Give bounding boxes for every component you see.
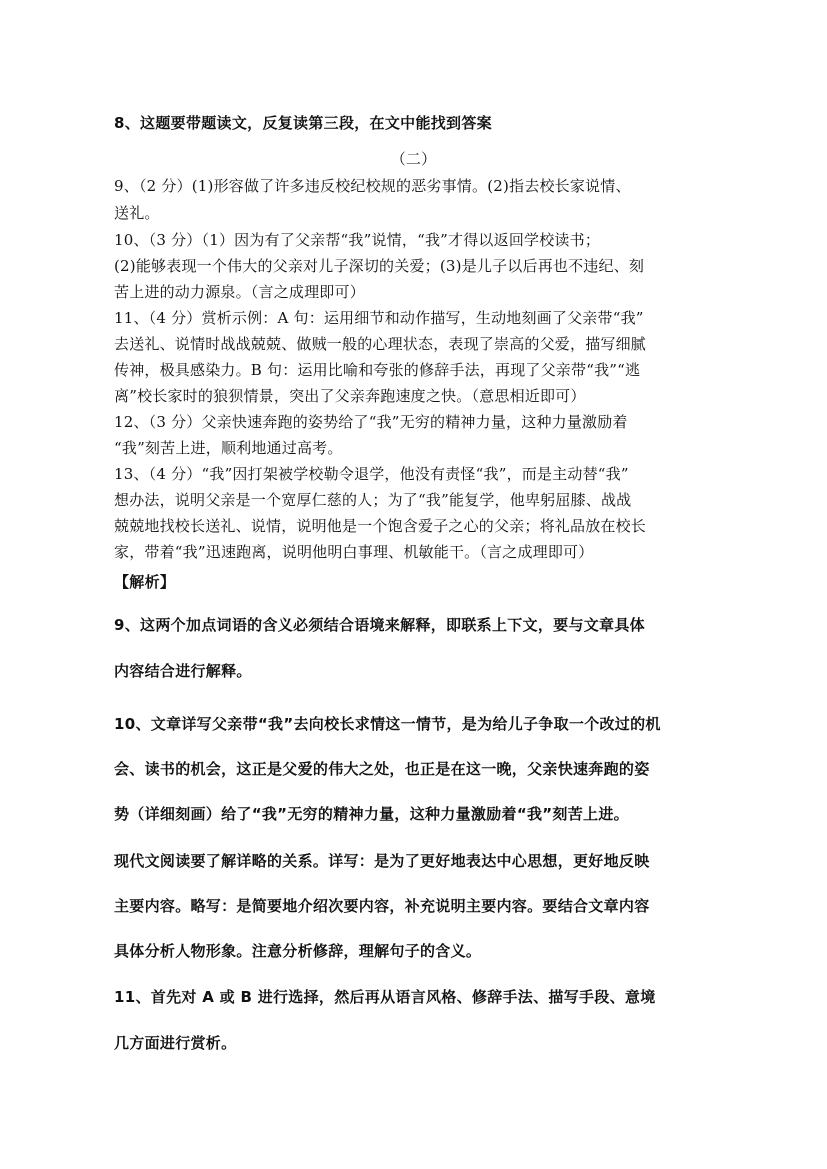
answer-line: 13、（4 分）“我”因打架被学校勒令退学，他没有责怪“我”，而是主动替“我” (114, 465, 629, 483)
section-title: （二） (390, 150, 437, 168)
answer-line: (2)能够表现一个伟大的父亲对儿子深切的关爱；(3)是儿子以后再也不违纪、刻 (114, 257, 645, 275)
answer-line: 苦上进的动力源泉。（言之成理即可） (114, 283, 365, 301)
analysis-heading: 【解析】 (114, 573, 176, 591)
answer-line: 送礼。 (114, 204, 160, 222)
analysis-line: 内容结合进行解释。 (114, 662, 252, 680)
answer-line: 11、（4 分）赏析示例：A 句：运用细节和动作描写，生动地刻画了父亲带“我” (114, 309, 644, 327)
analysis-line: 势（详细刻画）给了“我”无穷的精神力量，这种力量激励着“我”刻苦上进。 (114, 805, 629, 823)
answer-line: 想办法，说明父亲是一个宽厚仁慈的人；为了“我”能复学，他卑躬屈膝、战战 (114, 491, 632, 509)
answer-line: 9、（2 分）(1)形容做了许多违反校纪校规的恶劣事情。(2)指去校长家说情、 (114, 177, 631, 195)
analysis-line: 11、首先对 A 或 B 进行选择，然后再从语言风格、修辞手法、描写手段、意境 (114, 988, 656, 1006)
analysis-line: 现代文阅读要了解详略的关系。详写：是为了更好地表达中心思想，更好地反映 (114, 852, 650, 870)
answer-line: 家，带着“我”迅速跑离，说明他明白事理、机敏能干。（言之成理即可） (114, 543, 594, 561)
analysis-line: 9、这两个加点词语的含义必须结合语境来解释，即联系上下文，要与文章具体 (114, 616, 645, 634)
analysis-line: 10、文章详写父亲带“我”去向校长求情这一情节，是为给儿子争取一个改过的机 (114, 715, 661, 733)
analysis-line: 几方面进行赏析。 (114, 1034, 237, 1052)
analysis-line: 具体分析人物形象。注意分析修辞，理解句子的含义。 (114, 942, 482, 960)
analysis-line: 会、读书的机会，这正是父爱的伟大之处，也正是在这一晚，父亲快速奔跑的姿 (114, 760, 650, 778)
answer-line: 兢兢地找校长送礼、说情，说明他是一个饱含爱子之心的父亲；将礼品放在校长 (114, 517, 647, 535)
answer-line: 12、（3 分）父亲快速奔跑的姿势给了“我”无穷的精神力量，这种力量激励着 (114, 413, 628, 431)
answer-line: 离”校长家时的狼狈情景，突出了父亲奔跑速度之快。（意思相近即可） (114, 387, 586, 405)
answer-line: 10、（3 分）（1）因为有了父亲帮“我”说情，“我”才得以返回学校读书； (114, 231, 601, 249)
answer-line: “我”刻苦上进，顺利地通过高考。 (114, 439, 343, 457)
analysis-line: 主要内容。略写：是简要地介绍次要内容，补充说明主要内容。要结合文章内容 (114, 897, 650, 915)
answer-line: 传神，极具感染力。B 句：运用比喻和夸张的修辞手法，再现了父亲带“我”“逃 (114, 361, 641, 379)
answer-hint-q8: 8、这题要带题读文，反复读第三段，在文中能找到答案 (114, 114, 492, 132)
answer-line: 去送礼、说情时战战兢兢、做贼一般的心理状态，表现了崇高的父爱，描写细腻 (114, 335, 647, 353)
